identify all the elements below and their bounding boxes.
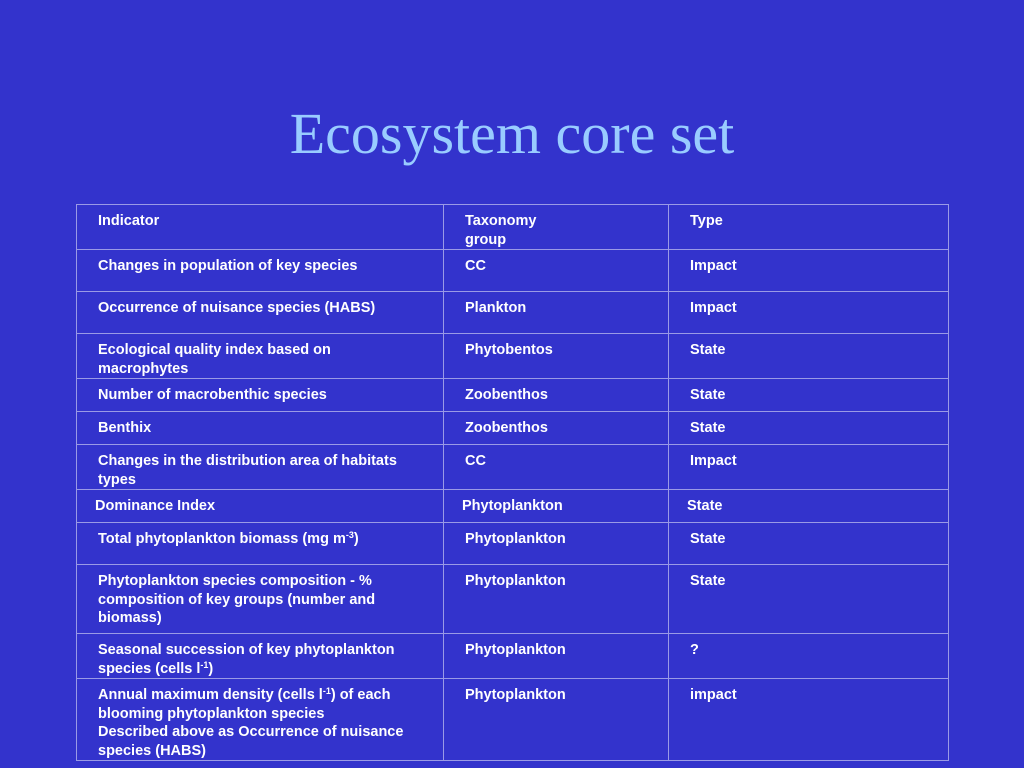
type-cell: ? (669, 634, 949, 679)
indicator-superscript: -3 (345, 530, 354, 540)
table-row (77, 445, 949, 490)
indicator-table (76, 204, 949, 761)
header-indicator: Indicator (77, 205, 444, 250)
table-row (77, 523, 949, 565)
group-cell: Zoobenthos (444, 412, 669, 445)
indicator-cell (77, 679, 444, 761)
group-cell: CC (444, 250, 669, 292)
group-cell: Phytoplankton (444, 490, 669, 523)
type-cell: State (669, 334, 949, 379)
table-row (77, 334, 949, 379)
header-taxonomy-line1: Taxonomy (465, 213, 537, 229)
type-cell: Impact (669, 292, 949, 334)
indicator-cell (77, 634, 444, 679)
table-row (77, 490, 949, 523)
table-row (77, 634, 949, 679)
indicator-text: Annual maximum density (cells l (98, 687, 323, 703)
indicator-cell: Changes in the distribution area of habitats types (77, 445, 444, 490)
indicator-cell (77, 523, 444, 565)
type-cell: State (669, 523, 949, 565)
group-cell: CC (444, 445, 669, 490)
type-cell: State (669, 565, 949, 634)
group-cell: Phytobentos (444, 334, 669, 379)
table-row (77, 679, 949, 761)
indicator-superscript: -1 (322, 686, 331, 696)
group-cell: Zoobenthos (444, 379, 669, 412)
indicator-text: Total phytoplankton biomass (mg m (98, 531, 346, 547)
indicator-superscript: -1 (200, 659, 209, 670)
group-cell: Phytoplankton (444, 679, 669, 761)
indicator-cell: Dominance Index (77, 490, 444, 523)
table-row (77, 379, 949, 412)
type-cell: State (669, 490, 949, 523)
group-cell: Phytoplankton (444, 634, 669, 679)
group-cell: Phytoplankton (444, 523, 669, 565)
table-row (77, 565, 949, 634)
indicator-text-end: ) (353, 531, 359, 547)
indicator-note: Described above as Occurrence of nuisance species (HABS) (98, 724, 404, 759)
header-taxonomy-line2: group (465, 231, 507, 248)
indicator-cell: Phytoplankton species composition - % composition of key groups (number and biomass) (77, 565, 444, 634)
group-cell: Plankton (444, 292, 669, 334)
table-header-row (77, 205, 949, 250)
indicator-cell: Occurrence of nuisance species (HABS) (77, 292, 444, 334)
table-row (77, 412, 949, 445)
indicator-cell: Changes in population of key species (77, 250, 444, 292)
table-row (77, 292, 949, 334)
indicator-cell: Benthix (77, 412, 444, 445)
table-row (77, 250, 949, 292)
type-cell: impact (669, 679, 949, 761)
indicator-text-end: ) of each blooming phytoplankton species (98, 687, 391, 722)
header-type: Type (669, 205, 949, 250)
indicator-text: Seasonal succession of key phytoplankton species (cells l (98, 642, 395, 677)
slide-title: Ecosystem core set (289, 101, 735, 166)
type-cell: State (669, 412, 949, 445)
indicator-cell: Ecological quality index based on macrophytes (77, 334, 444, 379)
indicator-text-end: ) (208, 660, 214, 677)
type-cell: State (669, 379, 949, 412)
type-cell: Impact (669, 445, 949, 490)
indicator-cell: Number of macrobenthic species (77, 379, 444, 412)
group-cell: Phytoplankton (444, 565, 669, 634)
type-cell: Impact (669, 250, 949, 292)
header-taxonomy-group (444, 205, 669, 250)
